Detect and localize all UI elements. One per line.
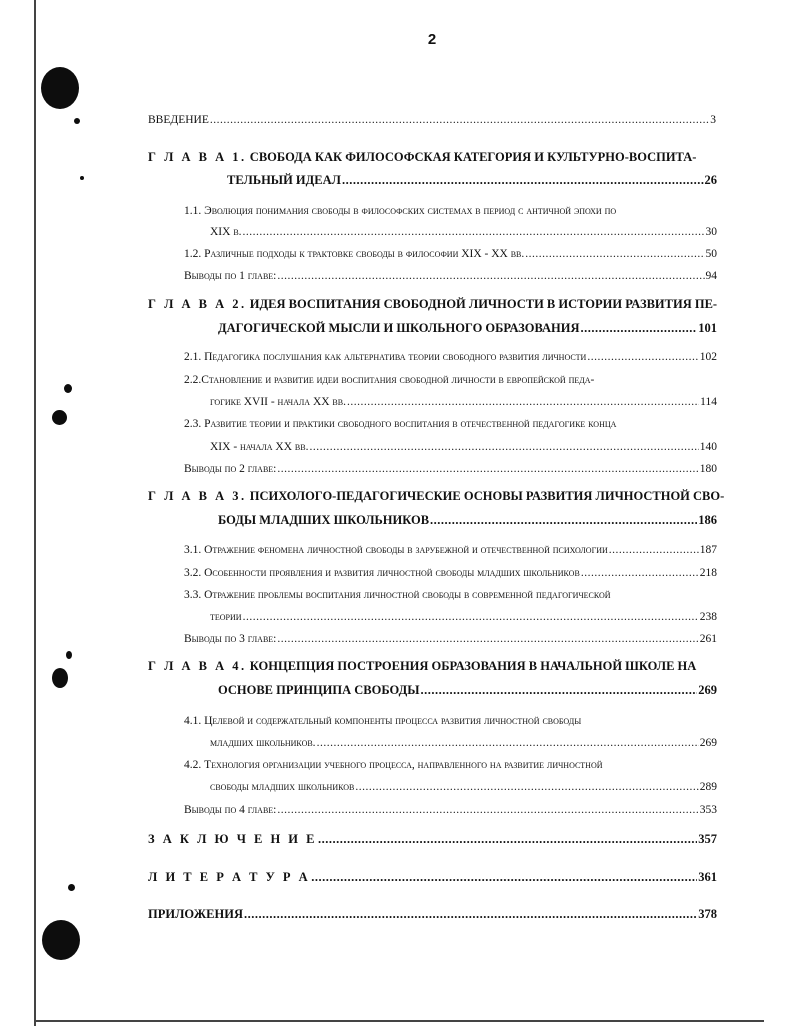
section-title-line2: свободы младших школьников <box>210 781 355 793</box>
toc-page: 114 <box>700 396 717 408</box>
dot-leader <box>609 543 699 557</box>
toc-entry-intro[interactable] <box>148 113 716 127</box>
dot-leader <box>277 462 698 476</box>
toc-chapter-1-heading[interactable] <box>148 150 696 164</box>
conclusion-title: Выводы по 3 главе: <box>184 633 277 645</box>
dot-leader <box>210 113 709 127</box>
toc-title: Л И Т Е Р А Т У Р А <box>148 870 311 884</box>
toc-section-3-3[interactable]: 3.3. Отражение проблемы воспитания личностной свободы в современной педагогической <box>184 589 611 601</box>
conclusion-title: Выводы по 2 главе: <box>184 463 277 475</box>
toc-page: 50 <box>705 248 717 260</box>
toc-section-2-2[interactable]: 2.2.Становление и развитие идеи воспитания свободной личности в европейской педа- <box>184 374 595 386</box>
section-title-line2: теории <box>210 611 242 623</box>
toc-chapter-4-heading[interactable] <box>148 659 696 673</box>
speck <box>74 118 80 124</box>
toc-section-4-1[interactable]: 4.1. Целевой и содержательный компоненты процесса развития личностной свободы <box>184 715 582 727</box>
dot-leader <box>311 870 697 884</box>
speck <box>52 668 68 688</box>
toc-section-3-2[interactable] <box>184 566 717 580</box>
scan-bottom-edge <box>34 1020 764 1022</box>
toc-section-4-2-end[interactable] <box>210 780 717 794</box>
toc-section-1-1[interactable]: 1.1. Эволюция понимания свободы в философских системах в период с античной эпохи по <box>184 205 617 217</box>
speck <box>64 384 72 393</box>
speck <box>52 410 67 425</box>
toc-page: 357 <box>698 832 717 846</box>
toc-section-2-3-end[interactable] <box>210 440 717 454</box>
section-title-line2: гогике XVII - начала XX вв. <box>210 396 346 408</box>
conclusion-title: Выводы по 4 главе: <box>184 804 277 816</box>
toc-page: 269 <box>698 683 717 697</box>
toc-page: 26 <box>704 173 717 187</box>
dot-leader <box>277 632 698 646</box>
toc-page: 269 <box>699 737 717 749</box>
chapter-label: Г Л А В А 1. <box>148 150 247 164</box>
dot-leader <box>243 225 705 239</box>
dot-leader <box>581 566 699 580</box>
section-title: 1.2. Различные подходы к трактовке свободы в философии XIX - XX вв. <box>184 248 525 260</box>
toc-page: 186 <box>698 513 717 527</box>
toc-page: 361 <box>698 870 717 884</box>
chapter-label: Г Л А В А 2. <box>148 297 247 311</box>
punch-hole-top <box>41 67 79 109</box>
toc-section-2-3[interactable]: 2.3. Развитие теории и практики свободного воспитания в отечественной педагогике конца <box>184 418 617 430</box>
toc-section-3-1[interactable] <box>184 543 717 557</box>
dot-leader <box>309 440 698 454</box>
toc-page: 180 <box>699 463 717 475</box>
toc-conclusion-1[interactable] <box>184 269 717 283</box>
dot-leader <box>318 832 697 846</box>
toc-entry-appendices[interactable] <box>148 907 717 921</box>
dot-leader <box>430 513 697 527</box>
toc-chapter-2-heading-end[interactable] <box>218 321 717 335</box>
toc-page: 218 <box>699 567 717 579</box>
toc-section-2-1[interactable] <box>184 350 717 364</box>
toc-chapter-3-heading[interactable] <box>148 489 724 503</box>
toc-section-1-2[interactable] <box>184 247 717 261</box>
toc-page: 3 <box>710 114 716 126</box>
page-number: 2 <box>427 31 437 48</box>
toc-conclusion-3[interactable] <box>184 632 717 646</box>
toc-page: 289 <box>699 781 717 793</box>
dot-leader <box>277 269 704 283</box>
toc-title: ПРИЛОЖЕНИЯ <box>148 907 243 921</box>
toc-conclusion-4[interactable] <box>184 803 717 817</box>
toc-chapter-3-heading-end[interactable] <box>218 513 717 527</box>
toc-page: 30 <box>705 226 717 238</box>
chapter-title-line2: ОСНОВЕ ПРИНЦИПА СВОБОДЫ <box>218 683 420 697</box>
scan-left-edge <box>34 0 36 1026</box>
chapter-title-line2: ДАГОГИЧЕСКОЙ МЫСЛИ И ШКОЛЬНОГО ОБРАЗОВАНИЯ <box>218 321 580 335</box>
dot-leader <box>277 803 698 817</box>
speck <box>66 651 72 659</box>
toc-entry-conclusion[interactable] <box>148 832 717 846</box>
chapter-label: Г Л А В А 4. <box>148 659 247 673</box>
toc-page: 102 <box>699 351 717 363</box>
dot-leader <box>525 247 704 261</box>
toc-title: З А К Л Ю Ч Е Н И Е <box>148 832 317 846</box>
toc-page: 238 <box>699 611 717 623</box>
toc-section-4-2[interactable]: 4.2. Технология организации учебного процесса, направленного на развитие личностной <box>184 759 603 771</box>
dot-leader <box>347 395 699 409</box>
dot-leader <box>244 907 697 921</box>
toc-page: 378 <box>698 907 717 921</box>
toc-section-1-1-end[interactable] <box>210 225 717 239</box>
conclusion-title: Выводы по 1 главе: <box>184 270 277 282</box>
section-title: 2.1. Педагогика послушания как альтернатива теории свободного развития личности <box>184 351 587 363</box>
chapter-title-line1: ИДЕЯ ВОСПИТАНИЯ СВОБОДНОЙ ЛИЧНОСТИ В ИСТОРИИ РАЗВИТИЯ ПЕ- <box>249 297 718 311</box>
dot-leader <box>581 321 698 335</box>
section-title-line2: XIX - начала XX вв. <box>210 441 309 453</box>
chapter-title-line2: ТЕЛЬНЫЙ ИДЕАЛ <box>227 173 341 187</box>
speck <box>68 884 75 891</box>
chapter-label: Г Л А В А 3. <box>148 489 247 503</box>
toc-section-3-3-end[interactable] <box>210 610 717 624</box>
dot-leader <box>243 610 699 624</box>
section-title-line2: XIX в. <box>210 226 242 238</box>
toc-page: 187 <box>699 544 717 556</box>
section-title: 3.2. Особенности проявления и развития личностной свободы младших школьников <box>184 567 580 579</box>
toc-conclusion-2[interactable] <box>184 462 717 476</box>
section-title: 3.1. Отражение феномена личностной свободы в зарубежной и отечественной психологии <box>184 544 608 556</box>
section-title-line2: младших школьников. <box>210 737 316 749</box>
dot-leader <box>342 173 704 187</box>
toc-title: ВВЕДЕНИЕ <box>148 114 209 126</box>
toc-entry-literature[interactable] <box>148 870 717 884</box>
toc-section-2-2-end[interactable] <box>210 395 717 409</box>
punch-hole-bottom <box>42 920 80 960</box>
toc-page: 140 <box>699 441 717 453</box>
toc-page: 101 <box>698 321 717 335</box>
dot-leader <box>421 683 698 697</box>
toc-page: 353 <box>699 804 717 816</box>
toc-chapter-2-heading[interactable] <box>148 297 717 311</box>
dot-leader <box>587 350 698 364</box>
toc-page: 261 <box>699 633 717 645</box>
toc-page: 94 <box>705 270 717 282</box>
speck <box>80 176 84 180</box>
toc-section-4-1-end[interactable] <box>210 736 717 750</box>
toc-chapter-4-heading-end[interactable] <box>218 683 717 697</box>
chapter-title-line1: ПСИХОЛОГО-ПЕДАГОГИЧЕСКИЕ ОСНОВЫ РАЗВИТИЯ ЛИЧНОСТНОЙ СВО- <box>249 489 725 503</box>
dot-leader <box>317 736 699 750</box>
chapter-title-line1: СВОБОДА КАК ФИЛОСОФСКАЯ КАТЕГОРИЯ И КУЛЬТУРНО-ВОСПИТА- <box>249 150 697 164</box>
toc-chapter-1-heading-end[interactable] <box>227 173 717 187</box>
dot-leader <box>355 780 698 794</box>
chapter-title-line1: КОНЦЕПЦИЯ ПОСТРОЕНИЯ ОБРАЗОВАНИЯ В НАЧАЛЬНОЙ ШКОЛЕ НА <box>249 659 697 673</box>
chapter-title-line2: БОДЫ МЛАДШИХ ШКОЛЬНИКОВ <box>218 513 430 527</box>
